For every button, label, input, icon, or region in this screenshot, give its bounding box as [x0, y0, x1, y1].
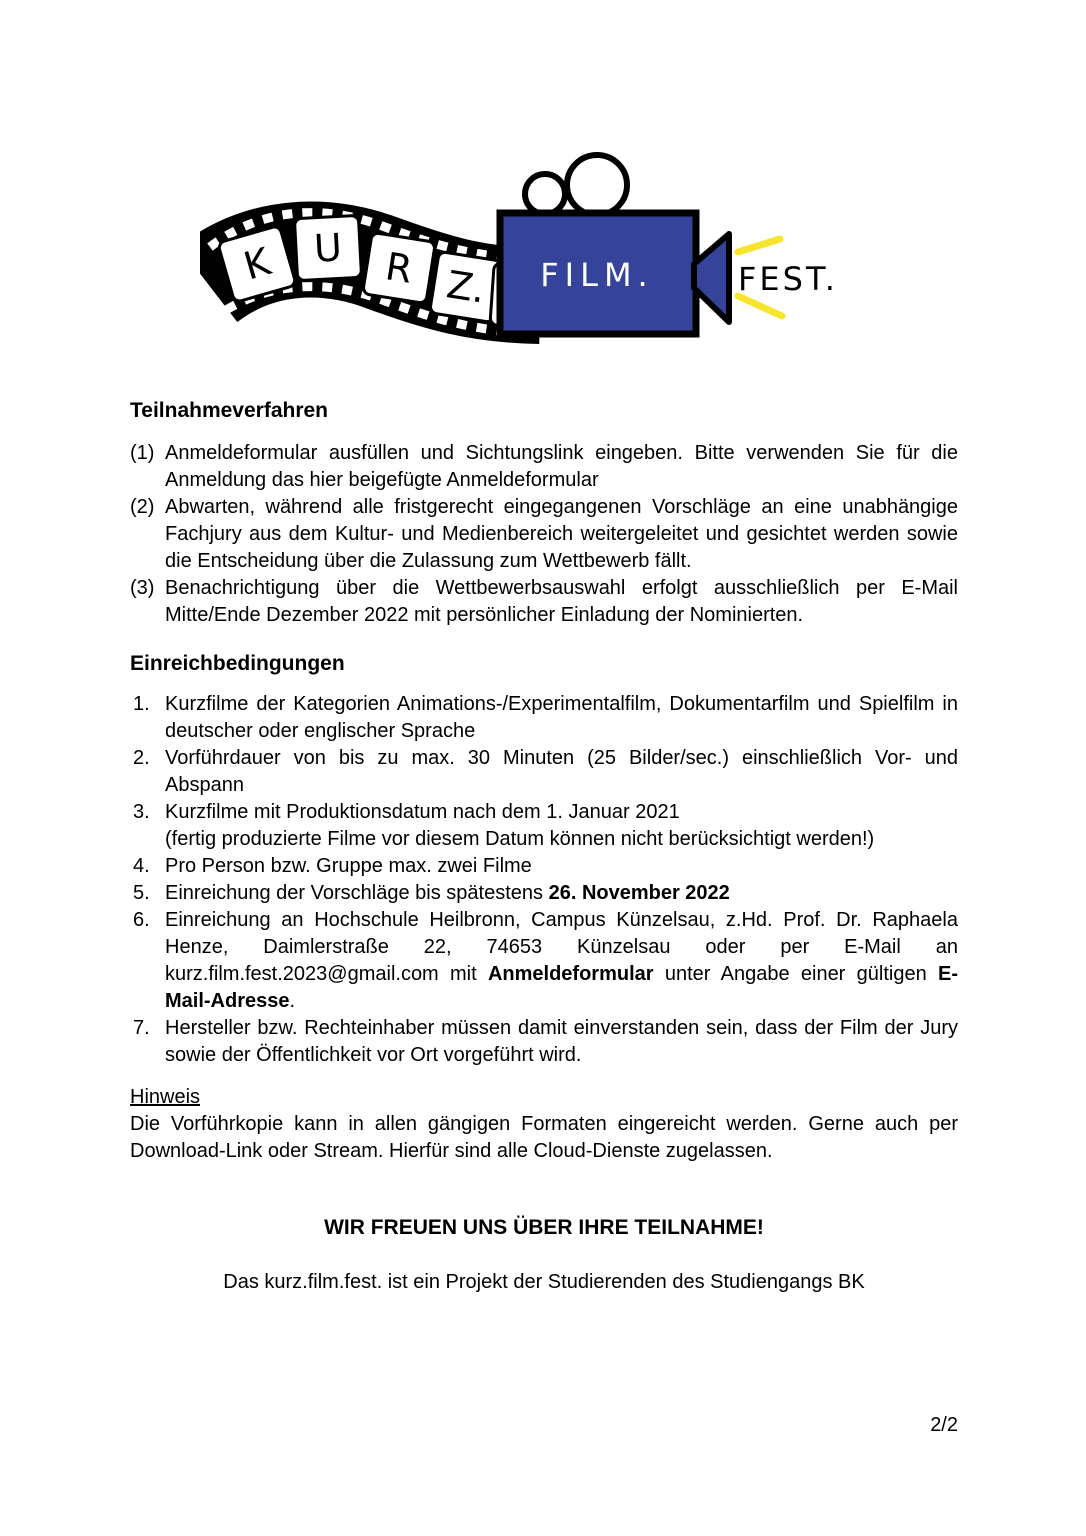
strip-letter-k: K — [238, 239, 276, 289]
list-item-marker: 5. — [133, 882, 150, 904]
list-item-marker: 6. — [133, 909, 150, 931]
strip-letter-z: Z. — [443, 262, 489, 312]
list-item-text: Benachrichtigung über die Wettbewerbsauswahl erfolgt ausschließlich per E-Mail Mitte/Ende Dezember 2022 mit persönlicher Einladung der Nominierten. — [165, 577, 958, 626]
list-item-marker: (2) — [130, 496, 155, 518]
list-item-text: Einreichung an Hochschule Heilbronn, Campus Künzelsau, z.Hd. Prof. Dr. Raphaela Henze, Daimlerstraße 22, 74653 Künzelsau oder per E-Mail an kurz.film.fest.2023@gmail.com mit Anmeldeformular unter Angabe einer gültigen E-Mail-Adresse. — [165, 909, 958, 1012]
fest-label: FEST. — [738, 260, 838, 298]
list-item-text: Vorführdauer von bis zu max. 30 Minuten (25 Bilder/sec.) einschließlich Vor- und Abspann — [165, 747, 958, 796]
section-heading-teilnahmeverfahren: Teilnahmeverfahren — [130, 399, 329, 422]
list-item — [130, 691, 958, 745]
list-item — [130, 575, 958, 629]
closing-subline: Das kurz.film.fest. ist ein Projekt der Studierenden des Studiengangs BK — [223, 1271, 865, 1293]
list-item-marker: (3) — [130, 577, 155, 599]
page-number: 2/2 — [930, 1414, 958, 1436]
list-item-marker: (1) — [130, 442, 155, 464]
list-item — [130, 494, 958, 575]
list-item — [130, 440, 958, 494]
kurz-film-fest-logo — [200, 146, 840, 366]
teilnahmeverfahren-list — [130, 440, 958, 629]
list-item-text: Einreichung der Vorschläge bis spätestens 26. November 2022 — [165, 882, 730, 904]
list-item-marker: 4. — [133, 855, 150, 877]
list-item — [130, 799, 958, 853]
list-item-text: Abwarten, während alle fristgerecht eingegangenen Vorschläge an eine unabhängige Fachjury aus dem Kultur- und Medienbereich weitergeleitet und gesichtet werden sowie die Entscheidung über die Zulassung zum Wettbewerb fällt. — [165, 496, 958, 572]
hinweis-heading: Hinweis — [130, 1086, 201, 1108]
list-item-text: Anmeldeformular ausfüllen und Sichtungslink eingeben. Bitte verwenden Sie für die Anmeldung das hier beigefügte Anmeldeformular — [165, 442, 958, 491]
einreichbedingungen-list — [130, 691, 958, 1069]
list-item — [130, 745, 958, 799]
list-item-marker: 7. — [133, 1017, 150, 1039]
list-item-marker: 1. — [133, 693, 150, 715]
strip-letter-u: U — [312, 225, 344, 271]
list-item — [130, 907, 958, 1015]
section-heading-einreichbedingungen: Einreichbedingungen — [130, 652, 345, 675]
strip-letter-r: R — [382, 244, 416, 292]
document-content — [130, 398, 958, 1295]
list-item-text: Kurzfilme der Kategorien Animations-/Experimentalfilm, Dokumentarfilm und Spielfilm in deutscher oder englischer Sprache — [165, 693, 958, 742]
list-item — [130, 880, 958, 907]
closing-headline: WIR FREUEN UNS ÜBER IHRE TEILNAHME! — [324, 1216, 764, 1239]
film-label: FILM. — [540, 256, 654, 294]
list-item-text: Hersteller bzw. Rechteinhaber müssen damit einverstanden sein, dass der Film der Jury sowie der Öffentlichkeit vor Ort vorgeführt wird. — [165, 1017, 958, 1066]
list-item-text: Kurzfilme mit Produktionsdatum nach dem 1. Januar 2021 (fertig produzierte Filme vor diesem Datum können nicht berücksichtigt werden!) — [165, 801, 875, 850]
list-item-marker: 3. — [133, 801, 150, 823]
list-item — [130, 1015, 958, 1069]
list-item-text: Pro Person bzw. Gruppe max. zwei Filme — [165, 855, 532, 877]
film-camera-icon — [500, 155, 729, 334]
hinweis-text: Die Vorführkopie kann in allen gängigen Formaten eingereicht werden. Gerne auch per Download-Link oder Stream. Hierfür sind alle Cloud-Dienste zugelassen. — [130, 1113, 958, 1162]
list-item-marker: 2. — [133, 747, 150, 769]
list-item — [130, 853, 958, 880]
